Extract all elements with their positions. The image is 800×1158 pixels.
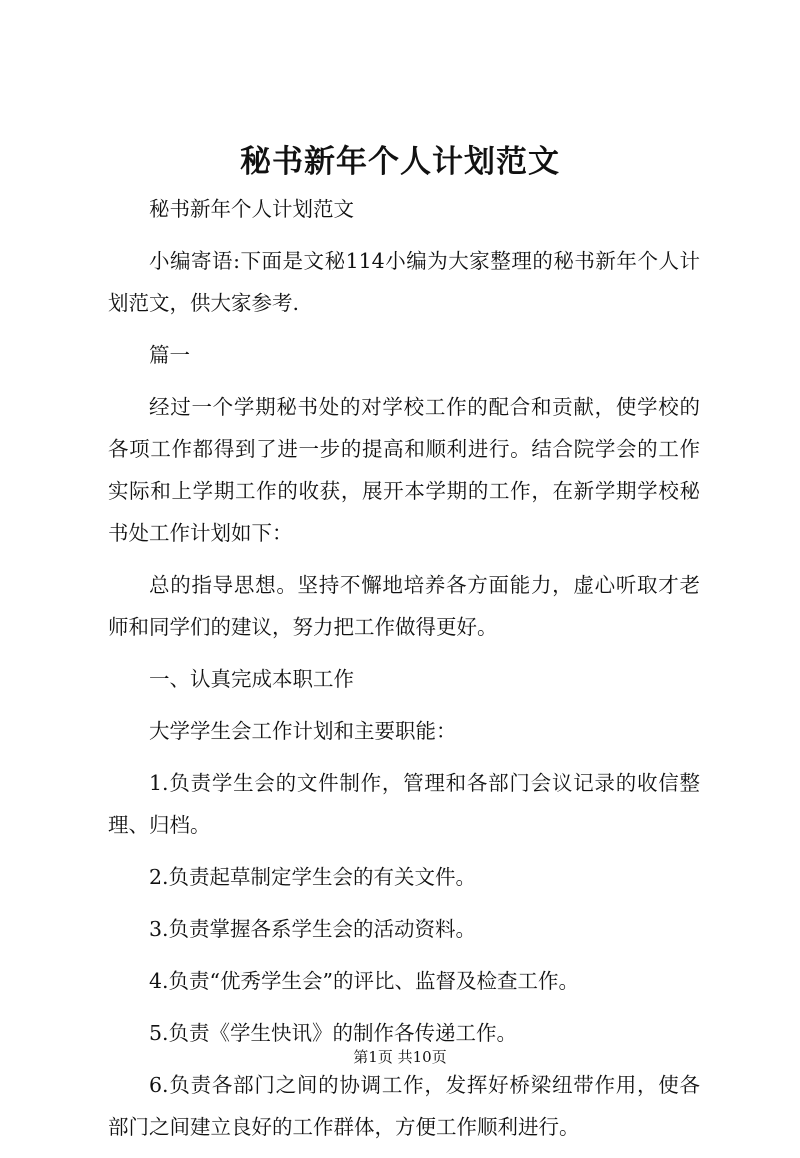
paragraph-duty-4: 4.负责“优秀学生会”的评比、监督及检查工作。: [149, 969, 580, 993]
paragraph-editor-note: 小编寄语:下面是文秘114小编为大家整理的秘书新年个人计划范文，供大家参考.: [108, 249, 700, 315]
paragraph-guiding-principle: 总的指导思想。坚持不懈地培养各方面能力，虚心听取才老师和同学们的建议，努力把工作做得更好。: [108, 573, 700, 639]
paragraph-duty-6: 6.负责各部门之间的协调工作，发挥好桥梁纽带作用，使各部门之间建立良好的工作群体，方便工作顺利进行。: [108, 1073, 700, 1139]
page-footer: 第1页 共10页: [353, 1048, 447, 1066]
document-body: [108, 188, 700, 1158]
document-title: 秘书新年个人计划范文: [240, 144, 560, 180]
paragraph-item-heading: 一、认真完成本职工作: [149, 667, 354, 691]
paragraph-subtitle: 秘书新年个人计划范文: [149, 197, 354, 221]
paragraph-intro: 经过一个学期秘书处的对学校工作的配合和贡献，使学校的各项工作都得到了进一步的提高和顺利进行。结合院学会的工作实际和上学期工作的收获，展开本学期的工作，在新学期学校秘书处工作计划如下：: [108, 395, 700, 545]
paragraph-duty-1: 1.负责学生会的文件制作，管理和各部门会议记录的收信整理、归档。: [108, 771, 700, 837]
paragraph-duty-5: 5.负责《学生快讯》的制作各传递工作。: [149, 1021, 518, 1045]
paragraph-duties-heading: 大学学生会工作计划和主要职能：: [149, 719, 457, 743]
paragraph-section-heading: 篇一: [149, 343, 190, 367]
paragraph-duty-3: 3.负责掌握各系学生会的活动资料。: [149, 917, 477, 941]
paragraph-duty-2: 2.负责起草制定学生会的有关文件。: [149, 865, 477, 889]
